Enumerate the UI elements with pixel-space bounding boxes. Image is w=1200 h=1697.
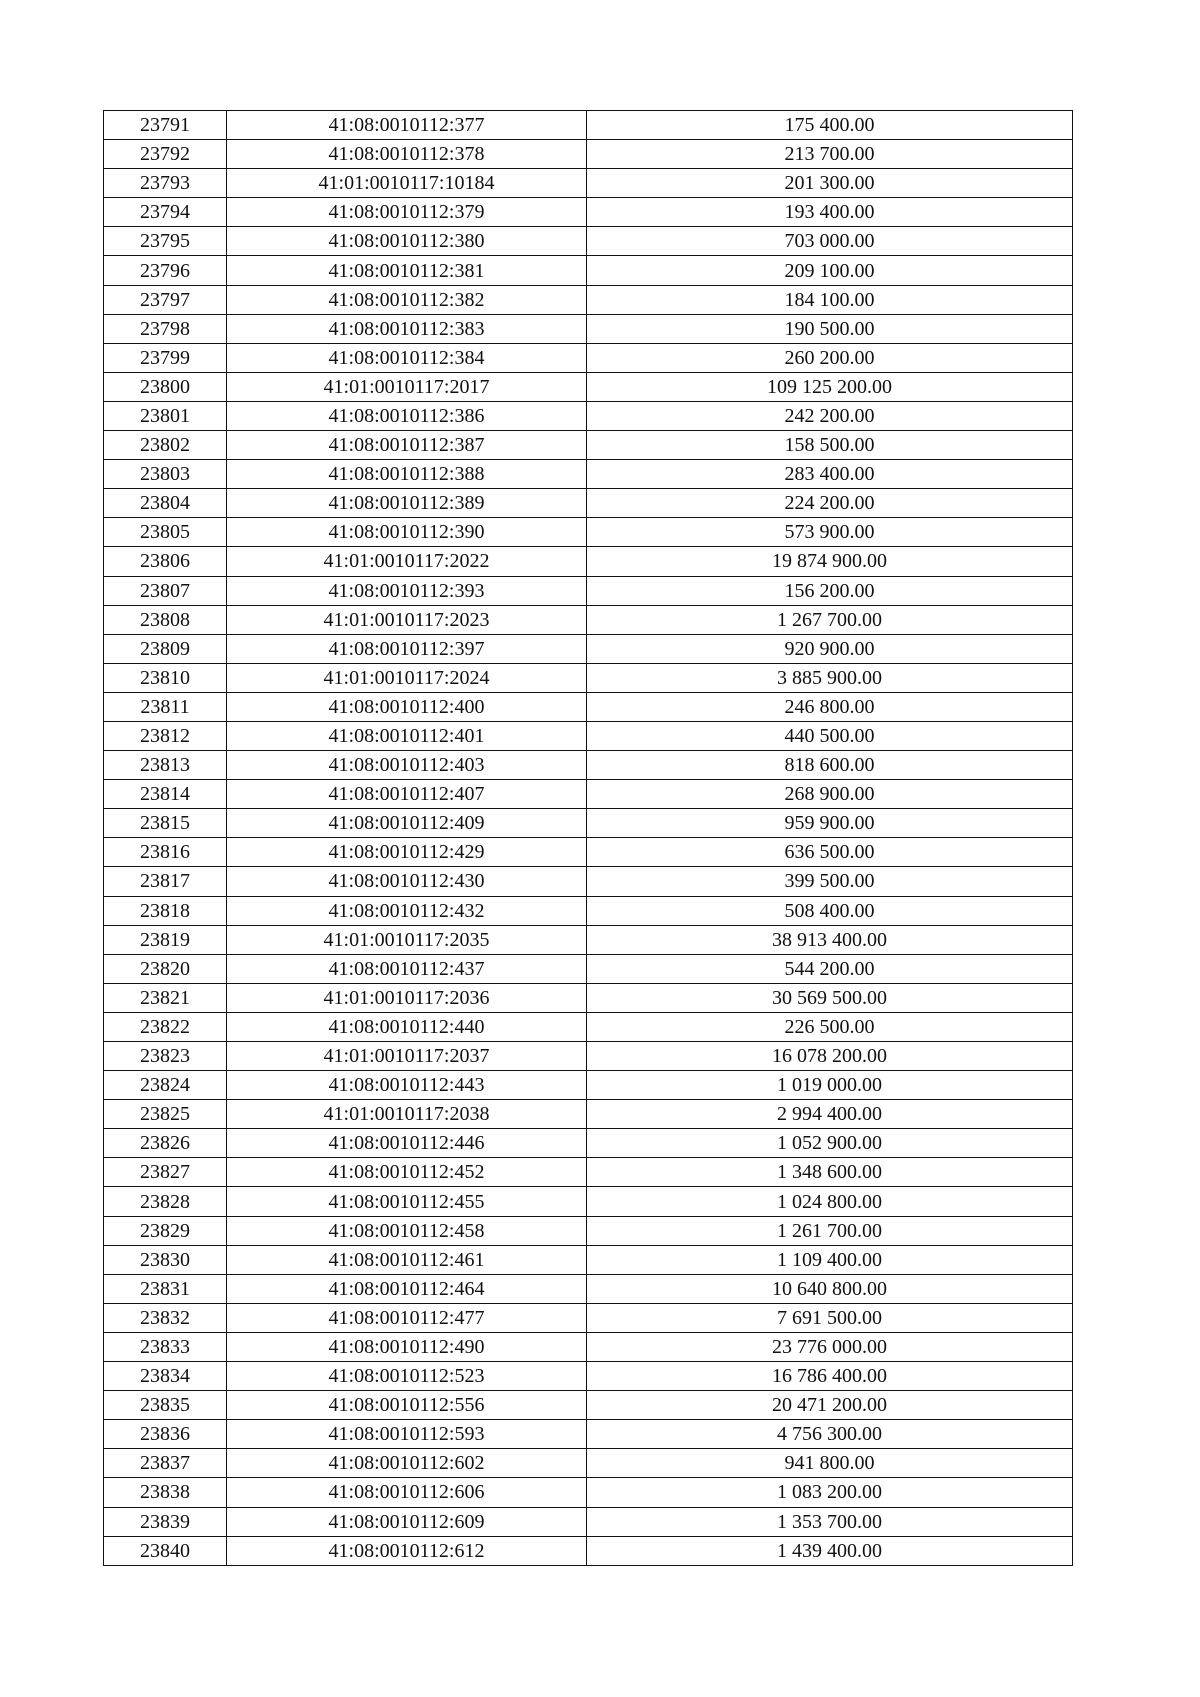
- table-row: [104, 460, 1073, 489]
- cadastral-number-cell: 41:01:0010117:2036: [227, 983, 587, 1012]
- row-number-cell: 23810: [104, 663, 227, 692]
- cadastral-value-cell: 226 500.00: [587, 1012, 1073, 1041]
- table-row: [104, 983, 1073, 1012]
- row-number-cell: 23803: [104, 460, 227, 489]
- cadastral-number-cell: 41:08:0010112:382: [227, 285, 587, 314]
- table-body: [104, 111, 1073, 1566]
- cadastral-number-cell: 41:08:0010112:432: [227, 896, 587, 925]
- cadastral-value-cell: 23 776 000.00: [587, 1332, 1073, 1361]
- cadastral-number-cell: 41:08:0010112:407: [227, 780, 587, 809]
- cadastral-number-cell: 41:08:0010112:388: [227, 460, 587, 489]
- cadastral-value-cell: 508 400.00: [587, 896, 1073, 925]
- table-row: [104, 1187, 1073, 1216]
- row-number-cell: 23794: [104, 198, 227, 227]
- table-row: [104, 111, 1073, 140]
- cadastral-value-cell: 1 348 600.00: [587, 1158, 1073, 1187]
- cadastral-value-cell: 1 353 700.00: [587, 1507, 1073, 1536]
- row-number-cell: 23821: [104, 983, 227, 1012]
- cadastral-value-cell: 268 900.00: [587, 780, 1073, 809]
- cadastral-number-cell: 41:08:0010112:377: [227, 111, 587, 140]
- cadastral-number-cell: 41:08:0010112:609: [227, 1507, 587, 1536]
- table-row: [104, 169, 1073, 198]
- cadastral-number-cell: 41:08:0010112:458: [227, 1216, 587, 1245]
- cadastral-value-cell: 246 800.00: [587, 692, 1073, 721]
- row-number-cell: 23792: [104, 140, 227, 169]
- cadastral-number-cell: 41:01:0010117:2017: [227, 372, 587, 401]
- row-number-cell: 23826: [104, 1129, 227, 1158]
- row-number-cell: 23823: [104, 1042, 227, 1071]
- cadastral-value-cell: 224 200.00: [587, 489, 1073, 518]
- row-number-cell: 23815: [104, 809, 227, 838]
- cadastral-number-cell: 41:01:0010117:2022: [227, 547, 587, 576]
- cadastral-number-cell: 41:08:0010112:383: [227, 314, 587, 343]
- row-number-cell: 23818: [104, 896, 227, 925]
- cadastral-number-cell: 41:08:0010112:556: [227, 1391, 587, 1420]
- cadastral-value-cell: 703 000.00: [587, 227, 1073, 256]
- cadastral-value-cell: 209 100.00: [587, 256, 1073, 285]
- cadastral-number-cell: 41:01:0010117:10184: [227, 169, 587, 198]
- cadastral-number-cell: 41:08:0010112:440: [227, 1012, 587, 1041]
- cadastral-number-cell: 41:08:0010112:490: [227, 1332, 587, 1361]
- row-number-cell: 23798: [104, 314, 227, 343]
- cadastral-value-cell: 2 994 400.00: [587, 1100, 1073, 1129]
- cadastral-value-cell: 1 024 800.00: [587, 1187, 1073, 1216]
- row-number-cell: 23822: [104, 1012, 227, 1041]
- cadastral-number-cell: 41:01:0010117:2037: [227, 1042, 587, 1071]
- table-row: [104, 1012, 1073, 1041]
- cadastral-number-cell: 41:08:0010112:400: [227, 692, 587, 721]
- cadastral-value-cell: 213 700.00: [587, 140, 1073, 169]
- table-row: [104, 721, 1073, 750]
- row-number-cell: 23807: [104, 576, 227, 605]
- cadastral-number-cell: 41:01:0010117:2023: [227, 605, 587, 634]
- table-row: [104, 314, 1073, 343]
- row-number-cell: 23833: [104, 1332, 227, 1361]
- cadastral-value-cell: 16 786 400.00: [587, 1362, 1073, 1391]
- table-row: [104, 1332, 1073, 1361]
- cadastral-number-cell: 41:08:0010112:452: [227, 1158, 587, 1187]
- table-row: [104, 285, 1073, 314]
- table-row: [104, 518, 1073, 547]
- row-number-cell: 23802: [104, 431, 227, 460]
- table-row: [104, 605, 1073, 634]
- cadastral-value-cell: 573 900.00: [587, 518, 1073, 547]
- cadastral-number-cell: 41:08:0010112:403: [227, 751, 587, 780]
- cadastral-value-cell: 4 756 300.00: [587, 1420, 1073, 1449]
- table-row: [104, 1391, 1073, 1420]
- cadastral-value-cell: 38 913 400.00: [587, 925, 1073, 954]
- row-number-cell: 23797: [104, 285, 227, 314]
- cadastral-value-cell: 175 400.00: [587, 111, 1073, 140]
- table-row: [104, 227, 1073, 256]
- table-row: [104, 1536, 1073, 1565]
- row-number-cell: 23817: [104, 867, 227, 896]
- cadastral-value-cell: 920 900.00: [587, 634, 1073, 663]
- table-row: [104, 867, 1073, 896]
- cadastral-value-cell: 440 500.00: [587, 721, 1073, 750]
- cadastral-value-cell: 959 900.00: [587, 809, 1073, 838]
- table-row: [104, 1129, 1073, 1158]
- cadastral-value-cell: 544 200.00: [587, 954, 1073, 983]
- cadastral-number-cell: 41:08:0010112:602: [227, 1449, 587, 1478]
- table-row: [104, 198, 1073, 227]
- table-row: [104, 401, 1073, 430]
- table-row: [104, 809, 1073, 838]
- cadastral-value-cell: 1 261 700.00: [587, 1216, 1073, 1245]
- row-number-cell: 23820: [104, 954, 227, 983]
- table-row: [104, 489, 1073, 518]
- cadastral-number-cell: 41:08:0010112:379: [227, 198, 587, 227]
- table-row: [104, 1042, 1073, 1071]
- row-number-cell: 23813: [104, 751, 227, 780]
- cadastral-value-cell: 1 083 200.00: [587, 1478, 1073, 1507]
- cadastral-value-cell: 158 500.00: [587, 431, 1073, 460]
- table-row: [104, 1478, 1073, 1507]
- row-number-cell: 23791: [104, 111, 227, 140]
- cadastral-number-cell: 41:08:0010112:401: [227, 721, 587, 750]
- cadastral-value-cell: 1 267 700.00: [587, 605, 1073, 634]
- cadastral-value-cell: 3 885 900.00: [587, 663, 1073, 692]
- cadastral-value-cell: 260 200.00: [587, 343, 1073, 372]
- cadastral-number-cell: 41:08:0010112:446: [227, 1129, 587, 1158]
- table-row: [104, 372, 1073, 401]
- cadastral-value-cell: 636 500.00: [587, 838, 1073, 867]
- cadastral-value-cell: 201 300.00: [587, 169, 1073, 198]
- cadastral-number-cell: 41:08:0010112:380: [227, 227, 587, 256]
- table-row: [104, 1158, 1073, 1187]
- table-row: [104, 838, 1073, 867]
- cadastral-value-cell: 184 100.00: [587, 285, 1073, 314]
- cadastral-number-cell: 41:08:0010112:384: [227, 343, 587, 372]
- table-row: [104, 1449, 1073, 1478]
- row-number-cell: 23816: [104, 838, 227, 867]
- cadastral-value-cell: 30 569 500.00: [587, 983, 1073, 1012]
- table-row: [104, 692, 1073, 721]
- cadastral-number-cell: 41:08:0010112:390: [227, 518, 587, 547]
- cadastral-value-cell: 20 471 200.00: [587, 1391, 1073, 1420]
- cadastral-number-cell: 41:08:0010112:443: [227, 1071, 587, 1100]
- cadastral-value-cell: 1 109 400.00: [587, 1245, 1073, 1274]
- table-row: [104, 1362, 1073, 1391]
- row-number-cell: 23811: [104, 692, 227, 721]
- row-number-cell: 23827: [104, 1158, 227, 1187]
- row-number-cell: 23804: [104, 489, 227, 518]
- cadastral-number-cell: 41:08:0010112:381: [227, 256, 587, 285]
- cadastral-number-cell: 41:08:0010112:409: [227, 809, 587, 838]
- row-number-cell: 23801: [104, 401, 227, 430]
- cadastral-number-cell: 41:08:0010112:430: [227, 867, 587, 896]
- cadastral-number-cell: 41:08:0010112:389: [227, 489, 587, 518]
- cadastral-value-cell: 399 500.00: [587, 867, 1073, 896]
- row-number-cell: 23825: [104, 1100, 227, 1129]
- cadastral-number-cell: 41:08:0010112:386: [227, 401, 587, 430]
- table-row: [104, 1216, 1073, 1245]
- cadastral-value-cell: 242 200.00: [587, 401, 1073, 430]
- table-row: [104, 1100, 1073, 1129]
- row-number-cell: 23830: [104, 1245, 227, 1274]
- cadastral-value-cell: 193 400.00: [587, 198, 1073, 227]
- row-number-cell: 23808: [104, 605, 227, 634]
- table-row: [104, 256, 1073, 285]
- cadastral-number-cell: 41:08:0010112:523: [227, 1362, 587, 1391]
- row-number-cell: 23809: [104, 634, 227, 663]
- cadastral-value-cell: 818 600.00: [587, 751, 1073, 780]
- cadastral-number-cell: 41:08:0010112:461: [227, 1245, 587, 1274]
- cadastral-value-cell: 1 019 000.00: [587, 1071, 1073, 1100]
- row-number-cell: 23800: [104, 372, 227, 401]
- table-row: [104, 576, 1073, 605]
- table-row: [104, 1274, 1073, 1303]
- table-row: [104, 343, 1073, 372]
- cadastral-number-cell: 41:08:0010112:429: [227, 838, 587, 867]
- row-number-cell: 23832: [104, 1303, 227, 1332]
- table-row: [104, 663, 1073, 692]
- row-number-cell: 23840: [104, 1536, 227, 1565]
- row-number-cell: 23806: [104, 547, 227, 576]
- cadastral-value-cell: 109 125 200.00: [587, 372, 1073, 401]
- row-number-cell: 23814: [104, 780, 227, 809]
- cadastral-value-cell: 941 800.00: [587, 1449, 1073, 1478]
- cadastral-number-cell: 41:08:0010112:612: [227, 1536, 587, 1565]
- cadastral-number-cell: 41:08:0010112:477: [227, 1303, 587, 1332]
- table-row: [104, 1303, 1073, 1332]
- table-row: [104, 1071, 1073, 1100]
- row-number-cell: 23799: [104, 343, 227, 372]
- row-number-cell: 23805: [104, 518, 227, 547]
- cadastral-number-cell: 41:08:0010112:464: [227, 1274, 587, 1303]
- cadastral-value-cell: 10 640 800.00: [587, 1274, 1073, 1303]
- table-row: [104, 431, 1073, 460]
- cadastral-number-cell: 41:08:0010112:387: [227, 431, 587, 460]
- cadastral-number-cell: 41:08:0010112:437: [227, 954, 587, 983]
- row-number-cell: 23824: [104, 1071, 227, 1100]
- table-row: [104, 751, 1073, 780]
- row-number-cell: 23835: [104, 1391, 227, 1420]
- cadastral-number-cell: 41:08:0010112:606: [227, 1478, 587, 1507]
- cadastral-value-cell: 1 439 400.00: [587, 1536, 1073, 1565]
- row-number-cell: 23793: [104, 169, 227, 198]
- table-row: [104, 780, 1073, 809]
- cadastral-value-cell: 19 874 900.00: [587, 547, 1073, 576]
- cadastral-number-cell: 41:08:0010112:455: [227, 1187, 587, 1216]
- cadastral-number-cell: 41:08:0010112:393: [227, 576, 587, 605]
- table-row: [104, 1420, 1073, 1449]
- row-number-cell: 23834: [104, 1362, 227, 1391]
- cadastral-value-cell: 1 052 900.00: [587, 1129, 1073, 1158]
- table-row: [104, 634, 1073, 663]
- cadastral-value-cell: 7 691 500.00: [587, 1303, 1073, 1332]
- cadastral-number-cell: 41:01:0010117:2024: [227, 663, 587, 692]
- row-number-cell: 23839: [104, 1507, 227, 1536]
- row-number-cell: 23828: [104, 1187, 227, 1216]
- cadastral-value-cell: 190 500.00: [587, 314, 1073, 343]
- row-number-cell: 23837: [104, 1449, 227, 1478]
- cadastral-number-cell: 41:01:0010117:2038: [227, 1100, 587, 1129]
- cadastral-value-cell: 283 400.00: [587, 460, 1073, 489]
- row-number-cell: 23796: [104, 256, 227, 285]
- table-row: [104, 1507, 1073, 1536]
- row-number-cell: 23831: [104, 1274, 227, 1303]
- table-row: [104, 1245, 1073, 1274]
- table-row: [104, 925, 1073, 954]
- row-number-cell: 23829: [104, 1216, 227, 1245]
- table-row: [104, 896, 1073, 925]
- table-row: [104, 140, 1073, 169]
- cadastral-number-cell: 41:08:0010112:593: [227, 1420, 587, 1449]
- row-number-cell: 23795: [104, 227, 227, 256]
- row-number-cell: 23836: [104, 1420, 227, 1449]
- cadastral-value-table: [103, 110, 1073, 1566]
- cadastral-number-cell: 41:08:0010112:397: [227, 634, 587, 663]
- table-row: [104, 954, 1073, 983]
- table-row: [104, 547, 1073, 576]
- row-number-cell: 23819: [104, 925, 227, 954]
- row-number-cell: 23812: [104, 721, 227, 750]
- cadastral-value-cell: 156 200.00: [587, 576, 1073, 605]
- cadastral-number-cell: 41:01:0010117:2035: [227, 925, 587, 954]
- cadastral-number-cell: 41:08:0010112:378: [227, 140, 587, 169]
- cadastral-value-cell: 16 078 200.00: [587, 1042, 1073, 1071]
- row-number-cell: 23838: [104, 1478, 227, 1507]
